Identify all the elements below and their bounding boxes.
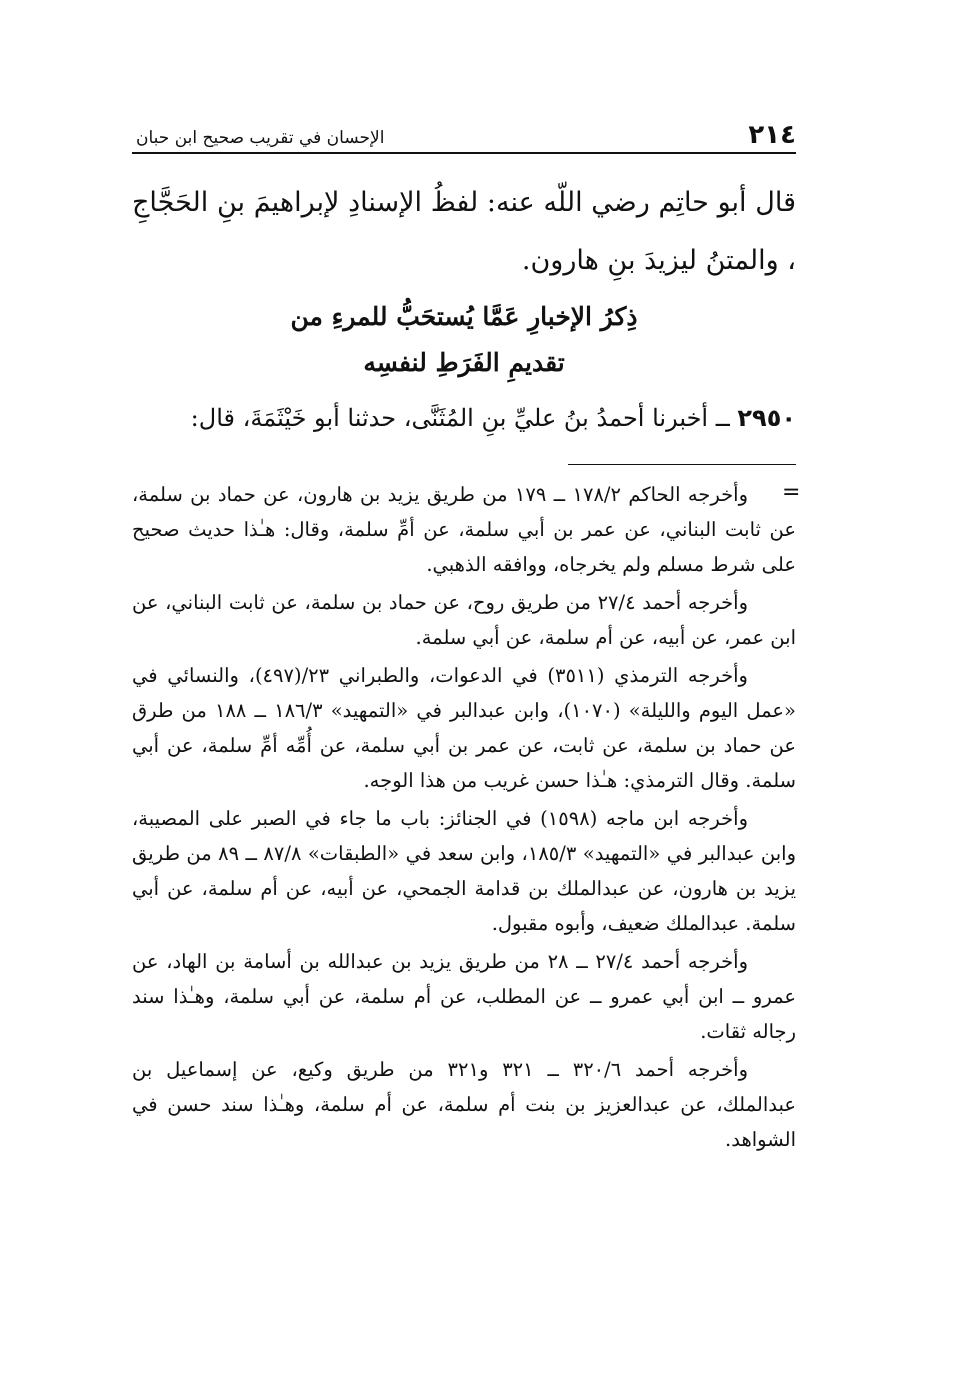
chapter-heading-line-2: تقديمِ الفَرَطِ لنفسِه (363, 348, 565, 377)
page-number: ٢١٤ (748, 120, 796, 150)
footnote-paragraph: وأخرجه ابن ماجه (١٥٩٨) في الجنائز: باب ما جاء في الصبر على المصيبة، وابن عبدالبر في «التمهيد» ١٨٥/٣، وابن سعد في «الطبقات» ٨٧/٨ ــ ٨٩ من طريق يزيد بن هارون، عن عبدالملك بن قدامة الجمحي، عن أبيه، عن أم سلمة، عن أبي سلمة. عبدالملك ضعيف، وأبوه مقبول. (132, 807, 797, 935)
chapter-heading (132, 294, 796, 386)
hadith-entry (132, 398, 796, 438)
footnote-paragraph: وأخرجه الحاكم ١٧٨/٢ ــ ١٧٩ من طريق يزيد بن هارون، عن حماد بن سلمة، عن ثابت البناني، عن عمر بن أبي سلمة، عن أمِّ سلمة، وقال: هـٰذا حديث صحيح على شرط مسلم ولم يخرجاه، ووافقه الذهبي. (132, 483, 796, 576)
chapter-heading-line-1: ذِكرُ الإخبارِ عَمَّا يُستحَبُّ للمرءِ من (290, 302, 638, 331)
footnotes (132, 477, 796, 1157)
footnote-paragraph: وأخرجه الترمذي (٣٥١١) في الدعوات، والطبراني ٢٣/(٤٩٧)، والنسائي في «عمل اليوم والليلة» (١٠٧٠)، وابن عبدالبر في «التمهيد» ١٨٦/٣ ــ ١٨٨ من طرق عن حماد بن سلمة، عن ثابت، عن عمر بن أبي سلمة، عن أُمِّه أمِّ سلمة، عن أبي سلمة. وقال الترمذي: هـٰذا حسن غريب من هذا الوجه. (132, 664, 796, 792)
opening-paragraph: قال أبو حاتِم رضي اللّه عنه: لفظُ الإسنادِ لإبراهيمَ بنِ الحَجَّاجِ ، والمتنُ ليزيدَ بنِ هارون. (132, 187, 796, 276)
footnote-separator (568, 464, 796, 465)
running-title: الإحسان في تقريب صحيح ابن حبان (136, 128, 385, 149)
page-header (132, 108, 796, 154)
hadith-number: ٢٩٥٠ (737, 404, 796, 432)
main-text (132, 174, 796, 290)
continuation-mark: = (782, 480, 801, 505)
footnote-paragraph: وأخرجه أحمد ٢٧/٤ ــ ٢٨ من طريق يزيد بن عبدالله بن أسامة بن الهاد، عن عمرو ــ ابن أبي عمرو ــ عن المطلب، عن أم سلمة، عن أبي سلمة، وهـٰذا سند رجاله ثقات. (132, 950, 796, 1043)
hadith-text: ــ أخبرنا أحمدُ بنُ عليِّ بنِ المُثَنَّى، حدثنا أبو خَيْثَمَةَ، قال: (190, 404, 738, 432)
footnote-paragraph: وأخرجه أحمد ٢٧/٤ من طريق روح، عن حماد بن سلمة، عن ثابت البناني، عن ابن عمر، عن أبيه، عن أم سلمة، عن أبي سلمة. (132, 591, 796, 649)
book-page (132, 108, 796, 1160)
footnote-paragraph: وأخرجه أحمد ٣٢٠/٦ ــ ٣٢١ و٣٢١ من طريق وكيع، عن إسماعيل بن عبدالملك، عن عبدالعزيز بن بنت أم سلمة، عن أم سلمة، وهـٰذا سند حسن في الشواهد. (132, 1058, 796, 1151)
